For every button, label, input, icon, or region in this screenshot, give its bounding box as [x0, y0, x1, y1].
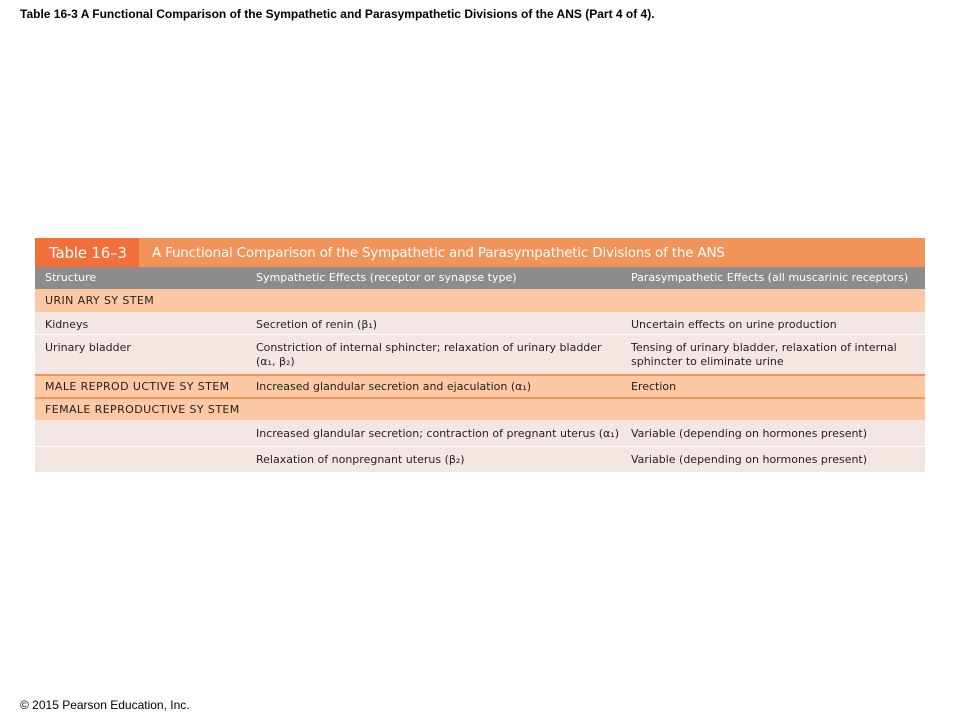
structure-cell: Urinary bladder: [45, 341, 131, 354]
sympathetic-cell: Increased glandular secretion and ejaculation (α₁): [256, 379, 532, 393]
table-caption: A Functional Comparison of the Sympathetic and Parasympathetic Divisions of the ANS: [152, 244, 725, 261]
table-row-kidneys: [35, 312, 925, 334]
structure-cell: Kidneys: [45, 318, 89, 331]
section-label-male: MALE REPROD UCTIVE SY STEM: [45, 379, 230, 393]
table-number: Table 16–3: [35, 238, 139, 267]
section-label-urinary: URIN ARY SY STEM: [45, 293, 155, 307]
parasympathetic-cell: [621, 335, 925, 374]
table-header: [35, 238, 925, 267]
column-header-parasympathetic: Parasympathetic Effects (all muscarinic receptors): [631, 271, 909, 284]
table-row-female-2: [35, 446, 925, 472]
parasympathetic-cell: Variable (depending on hormones present): [631, 453, 868, 466]
column-header-row: [35, 267, 925, 289]
table-row-urinary-bladder: [35, 334, 925, 374]
section-row-urinary: [35, 289, 925, 312]
sympathetic-line-2: (α₁, β₂): [256, 355, 295, 368]
comparison-table: [35, 238, 925, 472]
parasympathetic-cell: Erection: [631, 379, 677, 393]
parasympathetic-cell: Uncertain effects on urine production: [631, 318, 837, 331]
section-row-male: [35, 374, 925, 397]
copyright-notice: © 2015 Pearson Education, Inc.: [20, 698, 190, 712]
section-label-female: FEMALE REPRODUCTIVE SY STEM: [45, 402, 240, 416]
sympathetic-cell: Relaxation of nonpregnant uterus (β₂): [256, 453, 465, 466]
table-row-female-1: [35, 420, 925, 446]
section-row-female: [35, 397, 925, 420]
sympathetic-cell: [246, 335, 621, 374]
parasympathetic-cell: Variable (depending on hormones present): [631, 427, 868, 440]
structure-cell: [35, 447, 246, 472]
structure-cell: [35, 420, 246, 446]
column-header-structure: Structure: [45, 271, 97, 284]
sympathetic-line-1: Constriction of internal sphincter; relaxation of urinary bladder: [256, 341, 602, 354]
slide-title: Table 16-3 A Functional Comparison of the Sympathetic and Parasympathetic Divisions of the ANS (Part 4 of 4).: [20, 7, 655, 21]
parasympathetic-line-2: sphincter to eliminate urine: [631, 355, 784, 368]
sympathetic-cell: Increased glandular secretion; contraction of pregnant uterus (α₁): [256, 427, 619, 440]
sympathetic-cell: Secretion of renin (β₁): [256, 318, 378, 331]
parasympathetic-line-1: Tensing of urinary bladder, relaxation of internal: [631, 341, 897, 354]
column-header-sympathetic: Sympathetic Effects (receptor or synapse type): [256, 271, 517, 284]
